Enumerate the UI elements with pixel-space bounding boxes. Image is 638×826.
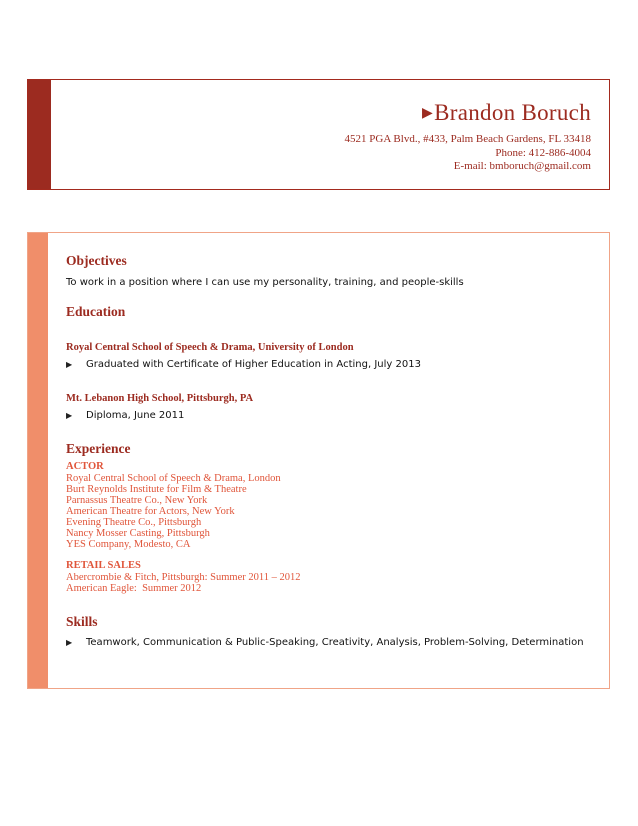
- experience-item: Evening Theatre Co., Pittsburgh: [66, 517, 202, 528]
- phone: Phone: 412-886-4004: [495, 147, 591, 159]
- experience-item: Burt Reynolds Institute for Film & Theatre: [66, 484, 247, 495]
- objectives-text: To work in a position where I can use my personality, training, and people-skills: [66, 277, 464, 288]
- skills-text: Teamwork, Communication & Public-Speaking, Creativity, Analysis, Problem-Solving, Determination: [86, 637, 584, 648]
- experience-item: Royal Central School of Speech & Drama, London: [66, 473, 281, 484]
- experience-heading: Experience: [66, 441, 131, 456]
- candidate-name: Brandon Boruch: [434, 100, 591, 125]
- education-detail-2-text: Diploma, June 2011: [86, 410, 185, 421]
- email: E-mail: bmboruch@gmail.com: [453, 160, 591, 172]
- education-detail-1-text: Graduated with Certificate of Higher Education in Acting, July 2013: [86, 359, 421, 370]
- objectives-heading: Objectives: [66, 253, 127, 268]
- education-detail-1: [66, 358, 421, 371]
- education-school-2: Mt. Lebanon High School, Pittsburgh, PA: [66, 393, 254, 404]
- experience-item: Nancy Mosser Casting, Pittsburgh: [66, 528, 210, 539]
- body-accent-bar: [28, 233, 48, 688]
- education-school-1: Royal Central School of Speech & Drama, University of London: [66, 342, 354, 353]
- resume-body-box: [27, 232, 610, 689]
- experience-item: Parnassus Theatre Co., New York: [66, 495, 208, 506]
- triangle-right-icon: ▶: [66, 638, 73, 647]
- experience-item: YES Company, Modesto, CA: [66, 539, 191, 550]
- experience-item: Abercrombie & Fitch, Pittsburgh: Summer 2011 – 2012: [66, 572, 301, 583]
- experience-item: American Eagle: Summer 2012: [66, 583, 202, 594]
- experience-item: American Theatre for Actors, New York: [66, 506, 235, 517]
- triangle-right-icon: ▶: [422, 106, 434, 121]
- header-box: [27, 79, 610, 190]
- address: 4521 PGA Blvd., #433, Palm Beach Gardens, FL 33418: [344, 133, 591, 145]
- experience-role-actor: ACTOR: [66, 461, 104, 472]
- candidate-name-line: [422, 99, 591, 128]
- experience-role-retail: RETAIL SALES: [66, 560, 141, 571]
- header-accent-bar: [28, 80, 51, 189]
- skills-line: [66, 636, 584, 649]
- education-detail-2: [66, 409, 184, 422]
- education-heading: Education: [66, 304, 126, 319]
- triangle-right-icon: ▶: [66, 411, 73, 420]
- triangle-right-icon: ▶: [66, 360, 73, 369]
- skills-heading: Skills: [66, 614, 98, 629]
